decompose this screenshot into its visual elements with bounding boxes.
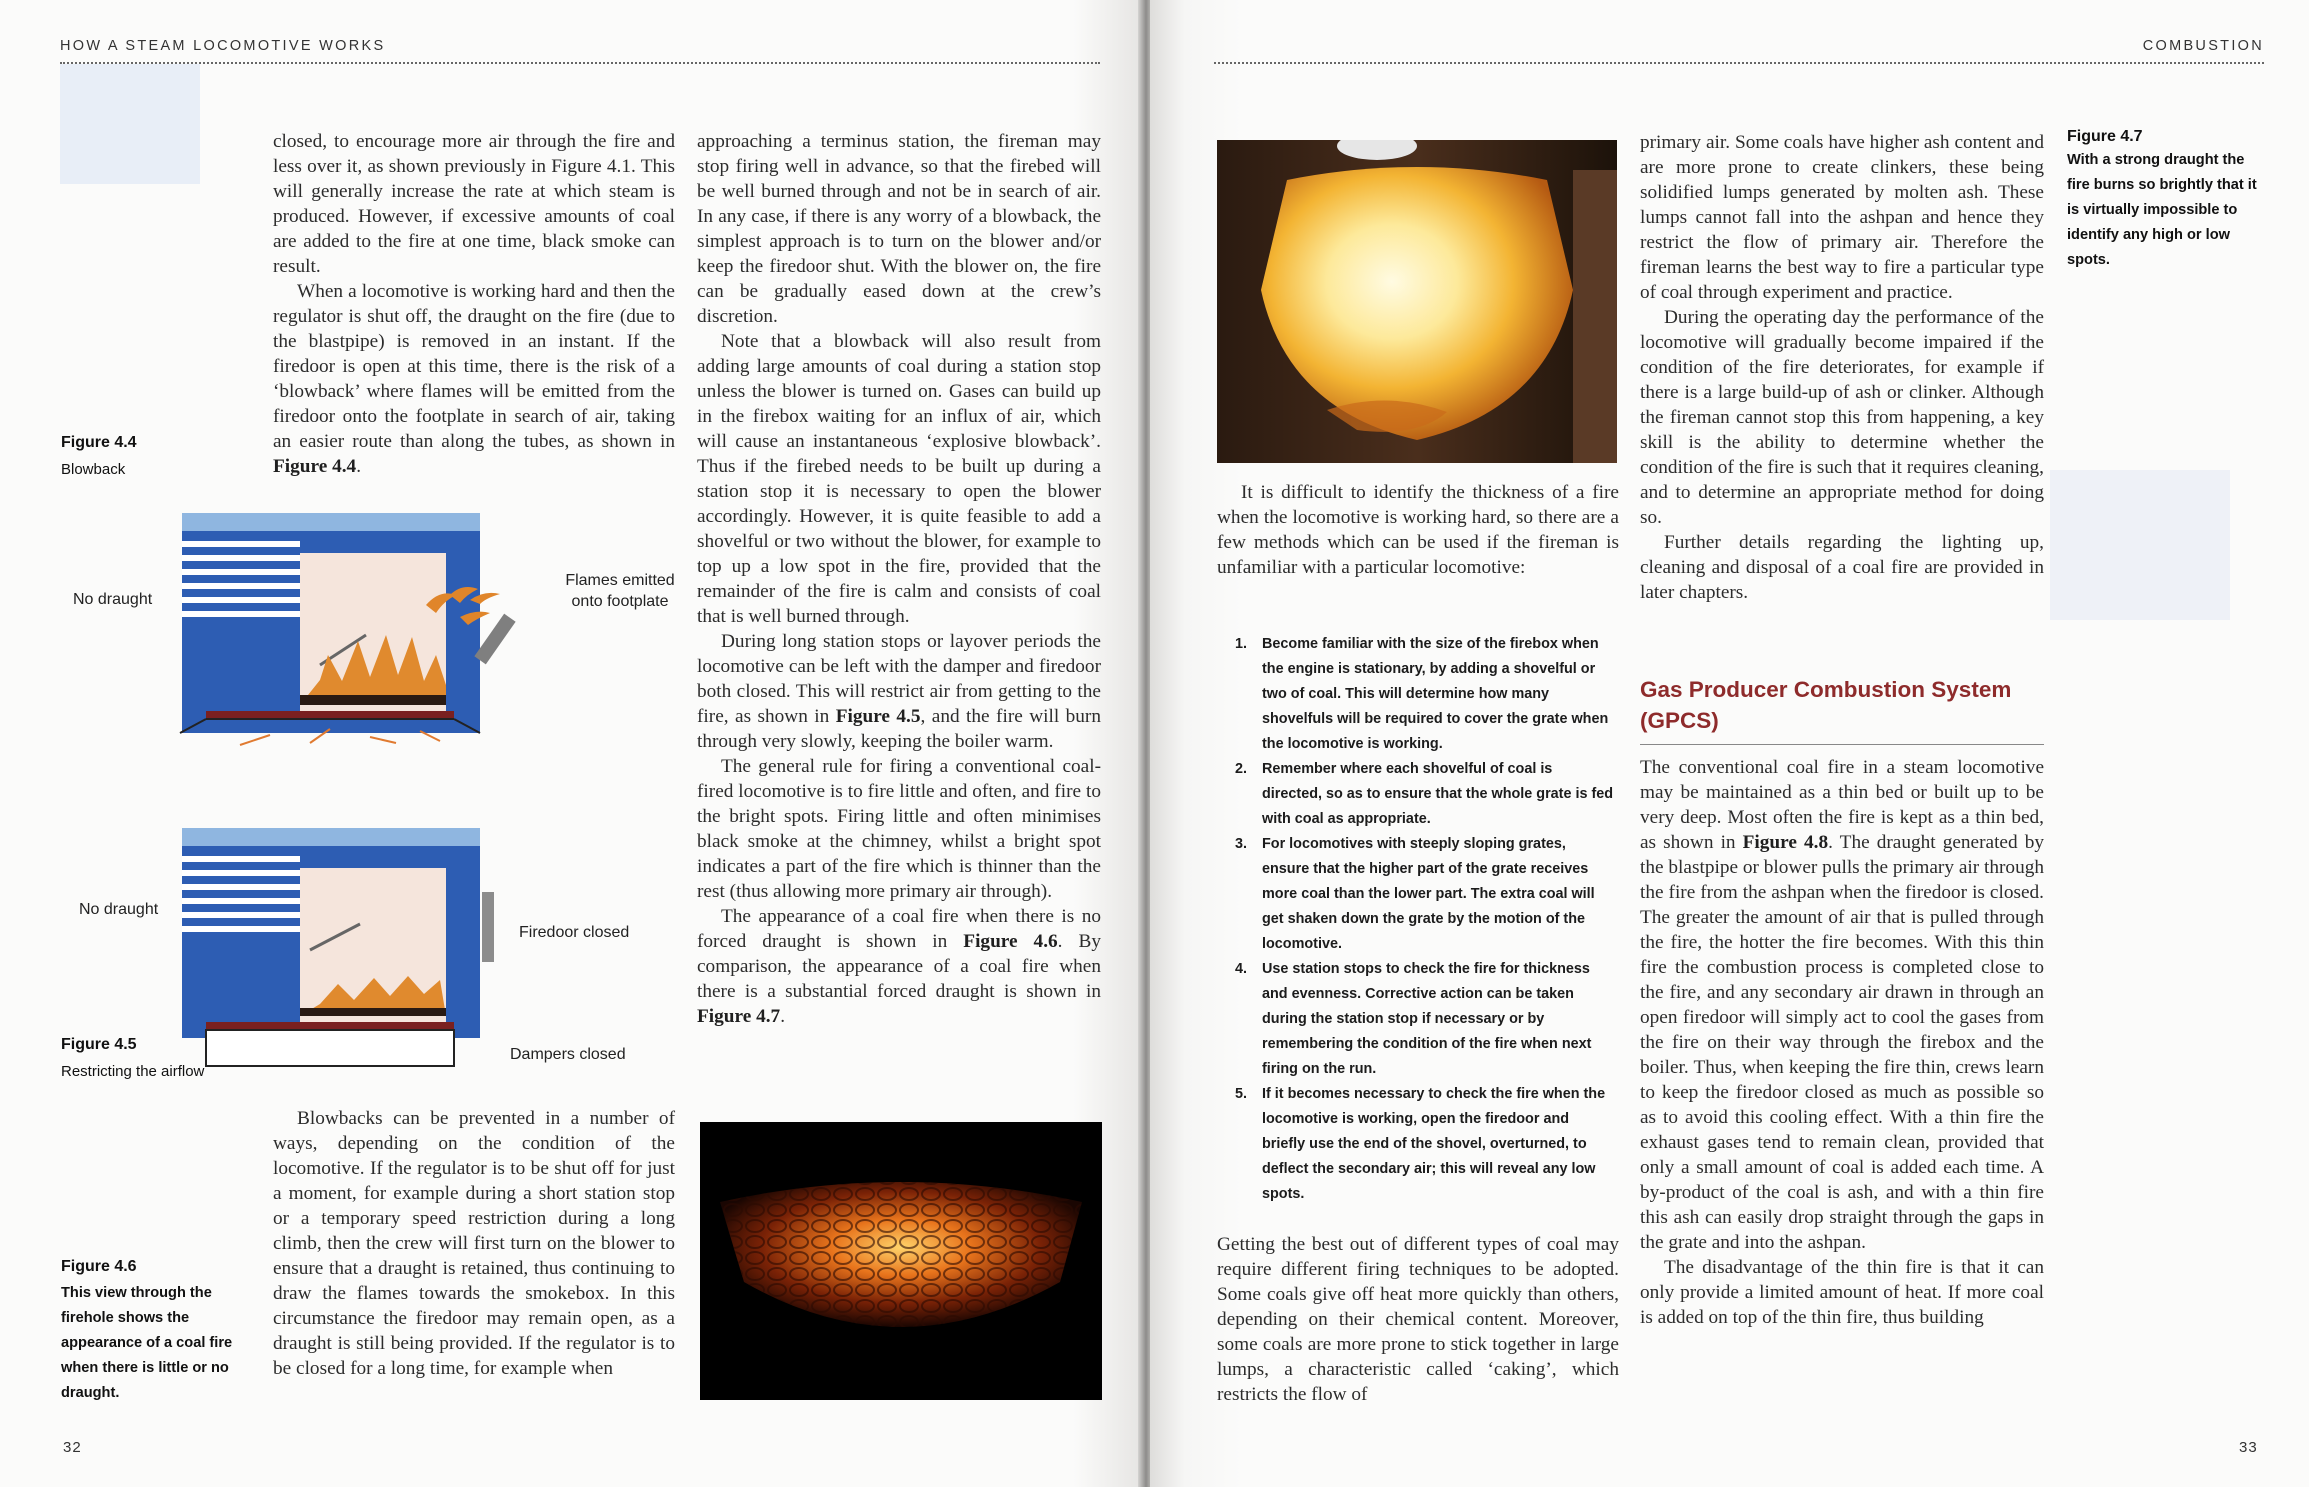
diagram-label: Dampers closed xyxy=(510,1046,626,1063)
right-col2-top xyxy=(1640,130,2044,605)
paragraph: The appearance of a coal fire when there is no forced draught is shown in Figure 4.6. By comparison, the appearance of a coal fire when there is a substantial forced draught is shown in Figure 4.7. xyxy=(697,906,1101,1027)
show-through-tab xyxy=(60,64,200,184)
list-item: 5. If it becomes necessary to check the fire when the locomotive is working, open the firedoor and briefly use the end of the shovel, overturned, to deflect the secondary air; this will reveal any low spots. xyxy=(1235,1086,1606,1202)
paragraph: Further details regarding the lighting up, cleaning and disposal of a coal fire are provided in later chapters. xyxy=(1640,532,2044,603)
list-item: 2. Remember where each shovelful of coal is directed, so as to ensure that the whole grate is fed with coal as appropriate. xyxy=(1235,761,1614,827)
paragraph: Getting the best out of different types of coal may require different firing techniques to be adopted. Some coals give off heat more quickly than others, depending on their chemical content. Moreover, some coals are more prone to stick together in large lumps, a characteristic called ‘caking’, which restricts the flow of xyxy=(1217,1234,1619,1405)
left-page xyxy=(0,0,1142,1487)
paragraph: Blowbacks can be prevented in a number of ways, depending on the condition of the locomotive. If the regulator is to be shut off for just a moment, for example during a short station stop or a temporary speed restriction during a long climb, then the crew will first turn on the blower to ensure that a draught is retained, thus continuing to draw the flames towards the smokebox. In this circumstance the firedoor may remain open, as a draught is still being provided. If the regulator is to be closed for a long time, for example when xyxy=(273,1108,675,1379)
left-col1-top xyxy=(273,129,675,479)
header-rule-right xyxy=(1214,62,2264,64)
diagram-label: Flames emitted onto footplate xyxy=(565,572,675,610)
left-col1-bottom xyxy=(273,1106,675,1381)
paragraph: primary air. Some coals have higher ash content and are more prone to create clinkers, these being solidified lumps generated by molten ash. These lumps cannot fall into the ashpan and hence they restrict the flow of primary air. Therefore the fireman learns the best way to fire a particular type of coal through experiment and practice. xyxy=(1640,132,2044,303)
list-item: 4. Use station stops to check the fire for thickness and evenness. Corrective action can be taken during the station stop if necessary or by remembering the condition of the fire when next firing on the run. xyxy=(1235,961,1592,1077)
paragraph: During the operating day the performance of the locomotive will gradually become impaired if the condition of the fire deteriorates, for example if there is a large build-up of ash or clinker. Although the fireman cannot stop this from happening, a key skill is the ability to determine whether the condition of the fire is such that it requires cleaning, and to determine an appropriate method for doing so. xyxy=(1640,307,2044,528)
header-rule-left xyxy=(60,62,1100,64)
figure-ref: Figure 4.4 xyxy=(273,456,357,477)
paragraph: closed, to encourage more air through the fire and less over it, as shown previously in Figure 4.1. This will generally increase the rate at which steam is produced. However, if excessive amounts of coal are added to the fire at one time, black smoke can result. xyxy=(273,131,675,277)
right-col1-bottom xyxy=(1217,1232,1619,1407)
paragraph: The general rule for firing a conventional coal-fired locomotive is to fire little and often, and fire to the bright spots. Firing little and often minimises black smoke at the chimney, whilst a bright spot indicates a part of the fire which is thinner than the rest (thus allowing more primary air through). xyxy=(697,756,1101,902)
figure-title: Figure 4.5 xyxy=(61,1036,137,1053)
page-number-right: 33 xyxy=(2239,1439,2258,1456)
paragraph: When a locomotive is working hard and then the regulator is shut off, the draught on the fire (due to the blastpipe) is removed in an instant. If the firedoor is open at this time, there is the risk of a ‘blowback’ where flames will be emitted from the firedoor onto the footplate in search of air, taking an easier route than along the tubes, as shown in Figure 4.4. xyxy=(273,281,675,477)
numbered-steps-list xyxy=(1235,632,1615,1207)
heading-rule xyxy=(1640,744,2044,745)
figure-4-6-photo xyxy=(700,1122,1102,1400)
figure-ref: Figure 4.5 xyxy=(835,706,921,727)
right-col1-top xyxy=(1217,480,1619,580)
paragraph: The disadvantage of the thin fire is that it can only provide a limited amount of heat. If more coal is added on top of the thin fire, thus building xyxy=(1640,1257,2044,1328)
paragraph: During long station stops or layover periods the locomotive can be left with the damper and firedoor both closed. This will restrict air from getting to the fire, as shown in Figure 4.5, and the fire will burn through very slowly, keeping the boiler warm. xyxy=(697,631,1101,752)
figure-caption: This view through the firehole shows the appearance of a coal fire when there is little or no draught. xyxy=(61,1285,233,1401)
running-header-right: COMBUSTION xyxy=(2142,38,2264,54)
diagram-label: No draught xyxy=(73,591,153,608)
paragraph: It is difficult to identify the thickness of a fire when the locomotive is working hard, so there are a few methods which can be used if the fireman is unfamiliar with a particular locomotive: xyxy=(1217,482,1619,578)
figure-ref: Figure 4.7 xyxy=(697,1006,781,1027)
figure-ref: Figure 4.6 xyxy=(963,931,1058,952)
figure-title: Figure 4.4 xyxy=(61,434,137,451)
figure-4-7-caption xyxy=(2067,128,2267,273)
figure-caption: Blowback xyxy=(61,461,126,478)
figure-4-7-photo xyxy=(1217,140,1617,463)
paragraph: Note that a blowback will also result from adding large amounts of coal during a station stop unless the blower is turned on. Gases can build up in the firebox waiting for an influx of air, which will cause an instantaneous ‘explosive blowback’. Thus if the firebed needs to be built up during a station stop it is necessary to open the blower accordingly. However, it is quite feasible to add a shovelful or two without the blower, for example to top up a low spot in the fire, provided that the remainder of the fire is calm and consists of coal that is well burned through. xyxy=(697,331,1101,627)
diagram-label: Firedoor closed xyxy=(519,924,630,941)
figure-ref: Figure 4.8 xyxy=(1742,832,1829,853)
right-page xyxy=(1150,0,2309,1487)
right-col2-bottom xyxy=(1640,755,2044,1330)
page-number-left: 32 xyxy=(63,1439,82,1456)
show-through-figure xyxy=(2050,470,2230,620)
section-heading: Gas Producer Combustion System (GPCS) xyxy=(1640,677,2012,733)
list-item: 1. Become familiar with the size of the firebox when the engine is stationary, by adding a shovelful or two of coal. This will determine how many shovelfuls will be required to cover the grate when the locomotive is working. xyxy=(1235,636,1609,752)
figure-4-5-caption xyxy=(61,1036,261,1084)
figure-title: Figure 4.7 xyxy=(2067,128,2143,145)
list-item: 3. For locomotives with steeply sloping grates, ensure that the higher part of the grate receives more coal than the lower part. The extra coal will get shaken down the grate by the motion of the locomotive. xyxy=(1235,836,1595,952)
running-header-left: HOW A STEAM LOCOMOTIVE WORKS xyxy=(60,38,386,54)
figure-4-6-caption xyxy=(61,1258,251,1406)
figure-4-4-caption xyxy=(61,434,241,482)
figure-caption: Restricting the airflow xyxy=(61,1063,205,1080)
figure-4-4-blowback-diagram xyxy=(170,505,530,765)
left-col2 xyxy=(697,129,1101,1029)
paragraph: The conventional coal fire in a steam locomotive may be maintained as a thin bed or built up to be very deep. Most often the fire is kept as a thin bed, as shown in Figure 4.8. The draught generated by the blastpipe or blower pulls the primary air through the fire from the ashpan when the firedoor is closed. The greater the amount of air that is pulled through the fire, the hotter the fire becomes. With this thin fire the combustion process is completed close to the fire, and any secondary air drawn in through an open firedoor will simply act to cool the gases from the fire on their way through the firebox and the boiler. Thus, when keeping the fire thin, crews learn to keep the firedoor closed as much as possible so as to avoid this cooling effect. With a thin fire the exhaust gases tend to remain clean, provided that only a small amount of coal is added each time. A by-product of the coal is ash, and with a thin fire this ash can easily drop straight through the gaps in the grate and into the ashpan. xyxy=(1640,757,2044,1253)
paragraph: approaching a terminus station, the fireman may stop firing well in advance, so that the firebed will be well burned through and not be in search of air. In any case, if there is any worry of a blowback, the simplest approach is to turn on the blower and/or keep the firedoor shut. With the blower on, the fire can be gradually eased down at the crew’s discretion. xyxy=(697,131,1101,327)
diagram-label: No draught xyxy=(79,901,159,918)
figure-title: Figure 4.6 xyxy=(61,1258,137,1275)
figure-caption: With a strong draught the fire burns so brightly that it is virtually impossible to identify any high or low spots. xyxy=(2067,152,2257,268)
